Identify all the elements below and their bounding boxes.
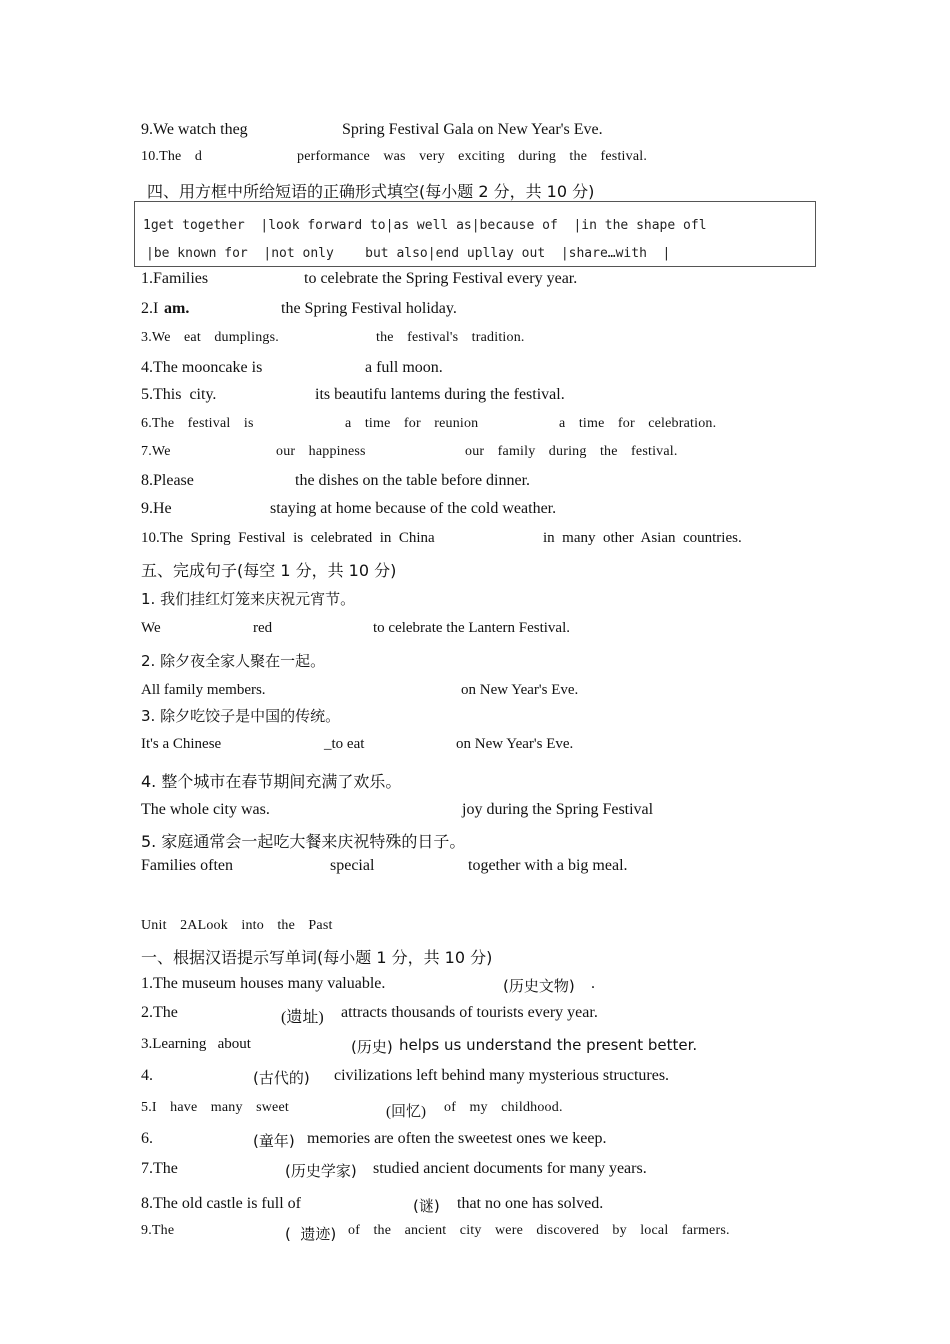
s4-q6-c: a time for celebration. [559,416,717,431]
prev-q9-part2: Spring Festival Gala on New Year's Eve. [342,121,603,138]
s5-c4-a: The whole city was. [141,801,270,818]
u2-w8-c: that no one has solved. [457,1195,604,1212]
s5-c3-c: on New Year's Eve. [456,736,574,752]
u2-w2-hint: (遗址) [281,1009,324,1026]
u2-w4-a: 4. [141,1067,153,1084]
u2-w3-hint: (历史) [351,1038,393,1056]
s5-c5-c: together with a big meal. [468,857,628,874]
prev-q9-part1: 9.We watch theg [141,121,248,138]
s5-c3-cn: 3. 除夕吃饺子是中国的传统。 [141,707,341,725]
u2-w5-a: 5.I have many sweet [141,1100,289,1115]
u2-w3-a: 3.Learning about [141,1036,251,1052]
s4-q3-b: the festival's tradition. [376,330,525,345]
s4-q5-b: its beautifu lantems during the festival. [315,386,565,403]
u2-w9-hint: ( 遗迹) [285,1225,337,1243]
s4-q2-bold: am. [164,300,190,317]
u2-w1-hint: (历史文物) [503,977,575,995]
u2-w6-c: memories are often the sweetest ones we keep. [307,1130,607,1147]
unit2-heading: 一、根据汉语提示写单词(每小题 1 分，共 10 分) [141,948,493,967]
s5-c1-a: We [141,620,161,636]
s5-c3-b: _to eat [324,736,365,752]
u2-w7-c: studied ancient documents for many years. [373,1160,647,1177]
u2-w4-hint: (古代的) [253,1069,310,1087]
s5-c4-b: joy during the Spring Festival [462,801,654,818]
s4-q2-a: 2.I [141,300,159,317]
u2-w9-c: of the ancient city were discovered by local farmers. [348,1223,730,1238]
u2-w5-hint: (回忆) [386,1104,426,1120]
u2-w6-hint: (童年) [253,1132,295,1150]
s5-c1-b: red [253,620,273,636]
s5-c2-cn: 2. 除夕夜全家人聚在一起。 [141,652,326,670]
s4-q7-a: 7.We [141,444,171,459]
u2-w5-c: of my childhood. [444,1100,563,1115]
u2-w4-c: civilizations left behind many mysterious structures. [334,1067,670,1084]
s4-q8-b: the dishes on the table before dinner. [295,472,531,489]
s5-c4-cn: 4. 整个城市在春节期间充满了欢乐。 [141,772,402,791]
s4-q1-b: to celebrate the Spring Festival every year. [304,270,578,287]
u2-w2-a: 2.The [141,1004,178,1021]
section4-heading: 四、用方框中所给短语的正确形式填空(每小题 2 分，共 10 分) [147,182,595,201]
section5-heading: 五、完成句子(每空 1 分，共 10 分) [141,561,397,580]
u2-w8-a: 8.The old castle is full of [141,1195,301,1212]
s4-q9-a: 9.He [141,500,172,517]
phrase-box [134,201,816,267]
phrase-box-row1: 1get together |look forward to|as well as|because of |in the shape ofl [143,218,707,233]
s5-c5-a: Families often [141,857,233,874]
s4-q9-b: staying at home because of the cold weather. [270,500,557,517]
s4-q4-b: a full moon. [365,359,443,376]
s5-c2-a: All family members. [141,682,266,698]
s4-q1-a: 1.Families [141,270,209,287]
s4-q6-a: 6.The festival is [141,416,254,431]
phrase-box-row2: |be known for |not only but also|end upllay out |share…with | [146,246,671,261]
s4-q6-b: a time for reunion [345,416,479,431]
u2-w6-a: 6. [141,1130,153,1147]
s4-q7-b: our happiness [276,444,366,459]
u2-w7-hint: (历史学家) [285,1162,357,1180]
s4-q8-a: 8.Please [141,472,194,489]
u2-w1-c: . [591,975,595,992]
s4-q5-a: 5.This city. [141,386,217,403]
u2-w7-a: 7.The [141,1160,178,1177]
u2-w2-c: attracts thousands of tourists every year. [341,1004,598,1021]
s4-q2-b: the Spring Festival holiday. [281,300,457,317]
s5-c2-b: on New Year's Eve. [461,682,579,698]
s5-c3-a: It's a Chinese [141,736,222,752]
u2-w9-a: 9.The [141,1223,175,1238]
prev-q10-part2: performance was very exciting during the festival. [297,149,648,164]
s4-q4-a: 4.The mooncake is [141,359,263,376]
s5-c5-b: special [330,857,375,874]
u2-w3-c: helps us understand the present better. [399,1036,698,1054]
s5-c1-cn: 1. 我们挂红灯笼来庆祝元宵节。 [141,590,356,608]
u2-w1-a: 1.The museum houses many valuable. [141,975,386,992]
s5-c5-cn: 5. 家庭通常会一起吃大餐来庆祝特殊的日子。 [141,832,466,851]
s4-q10-a: 10.The Spring Festival is celebrated in China [141,530,435,546]
unit2-title: Unit 2ALook into the Past [141,918,333,933]
u2-w8-hint: (谜) [413,1197,440,1215]
s4-q10-b: in many other Asian countries. [543,530,742,546]
s4-q7-c: our family during the festival. [465,444,678,459]
prev-q10-part1: 10.The d [141,149,203,164]
s5-c1-c: to celebrate the Lantern Festival. [373,620,570,636]
s4-q3-a: 3.We eat dumplings. [141,330,279,345]
